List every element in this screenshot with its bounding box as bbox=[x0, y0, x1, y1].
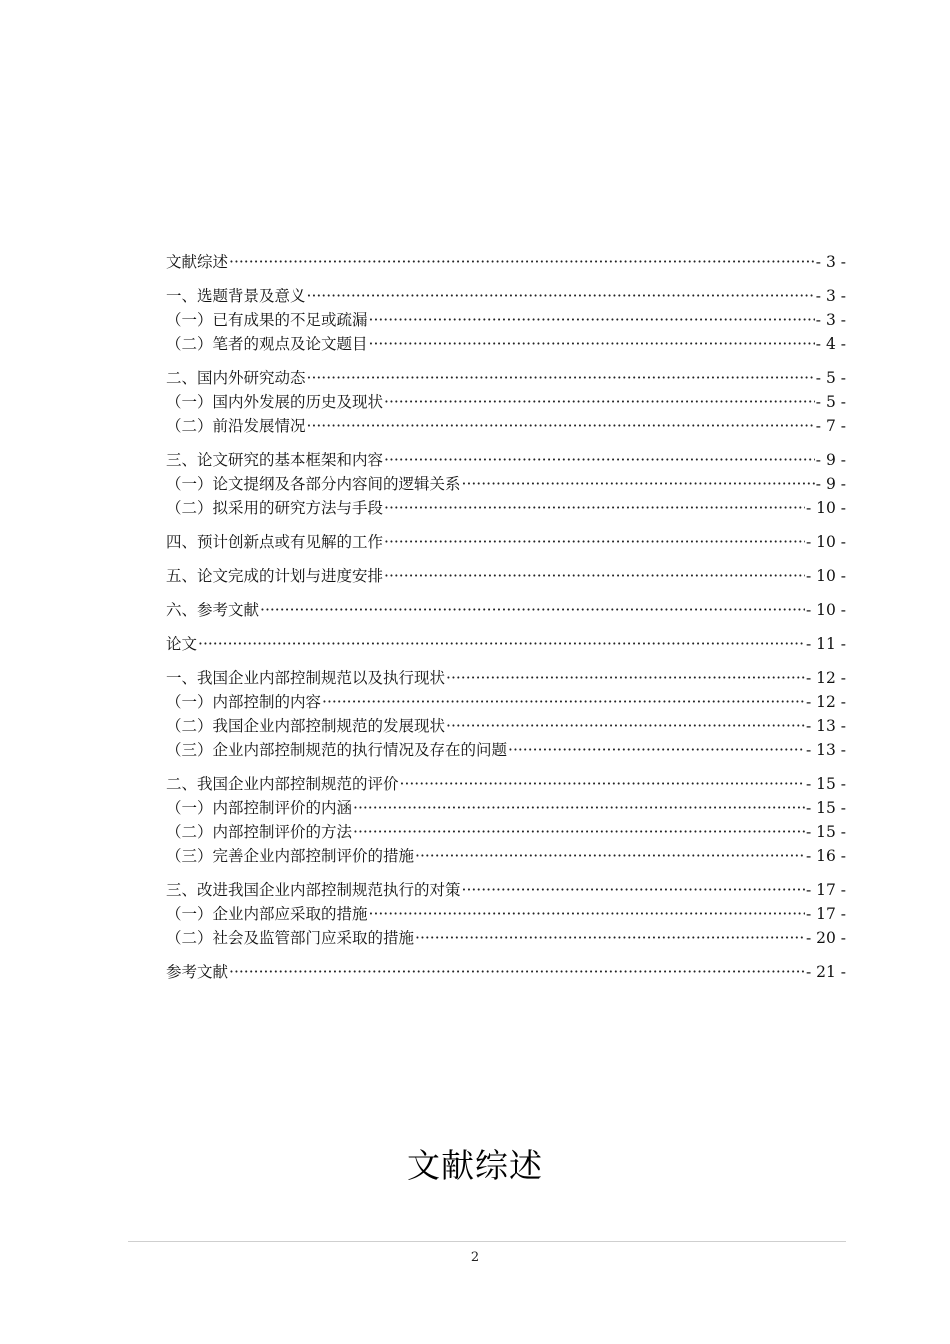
toc-entry[interactable] bbox=[166, 332, 846, 356]
toc-leader-dots bbox=[229, 960, 805, 984]
toc-entry[interactable] bbox=[166, 878, 846, 902]
toc-entry[interactable] bbox=[166, 738, 846, 762]
toc-entry-title: （一）国内外发展的历史及现状 bbox=[166, 393, 384, 411]
toc-entry[interactable] bbox=[166, 308, 846, 332]
toc-entry-page: - 4 - bbox=[815, 335, 846, 353]
toc-leader-dots bbox=[384, 564, 805, 588]
toc-leader-dots bbox=[353, 820, 805, 844]
toc-leader-dots bbox=[384, 530, 805, 554]
toc-leader-dots bbox=[353, 796, 805, 820]
toc-entry-page: - 3 - bbox=[815, 311, 846, 329]
toc-leader-dots bbox=[446, 666, 805, 690]
toc-entry-page: - 11 - bbox=[805, 635, 846, 653]
toc-leader-dots bbox=[307, 414, 815, 438]
toc-entry[interactable] bbox=[166, 366, 846, 390]
toc-entry-title: 参考文献 bbox=[166, 963, 229, 981]
toc-entry-title: 五、论文完成的计划与进度安排 bbox=[166, 567, 384, 585]
toc-entry-page: - 16 - bbox=[805, 847, 846, 865]
toc-leader-dots bbox=[400, 772, 805, 796]
toc-entry-title: （二）拟采用的研究方法与手段 bbox=[166, 499, 384, 517]
toc-entry[interactable] bbox=[166, 796, 846, 820]
toc-leader-dots bbox=[462, 472, 815, 496]
toc-entry-title: 四、预计创新点或有见解的工作 bbox=[166, 533, 384, 551]
toc-entry-page: - 21 - bbox=[805, 963, 846, 981]
toc-leader-dots bbox=[260, 598, 805, 622]
toc-leader-dots bbox=[369, 902, 805, 926]
toc-entry-page: - 9 - bbox=[815, 475, 846, 493]
toc-entry-title: （二）内部控制评价的方法 bbox=[166, 823, 353, 841]
toc-entry-title: （一）内部控制评价的内涵 bbox=[166, 799, 353, 817]
toc-entry-page: - 15 - bbox=[805, 799, 846, 817]
toc-entry[interactable] bbox=[166, 530, 846, 554]
toc-leader-dots bbox=[384, 496, 805, 520]
toc-entry-title: （一）企业内部应采取的措施 bbox=[166, 905, 368, 923]
toc-leader-dots bbox=[229, 250, 815, 274]
toc-entry-title: （二）我国企业内部控制规范的发展现状 bbox=[166, 717, 446, 735]
toc-entry-title: 一、我国企业内部控制规范以及执行现状 bbox=[166, 669, 446, 687]
toc-entry-title: 六、参考文献 bbox=[166, 601, 260, 619]
toc-entry[interactable] bbox=[166, 448, 846, 472]
toc-entry-page: - 5 - bbox=[815, 393, 846, 411]
toc-entry-page: - 13 - bbox=[805, 741, 846, 759]
toc-entry[interactable] bbox=[166, 632, 846, 656]
toc-leader-dots bbox=[307, 284, 815, 308]
toc-entry-page: - 3 - bbox=[815, 287, 846, 305]
toc-entry-title: （二）社会及监管部门应采取的措施 bbox=[166, 929, 415, 947]
toc-entry[interactable] bbox=[166, 772, 846, 796]
toc-leader-dots bbox=[322, 690, 805, 714]
toc-entry-page: - 10 - bbox=[805, 567, 846, 585]
toc-entry-page: - 10 - bbox=[805, 533, 846, 551]
toc-entry-page: - 15 - bbox=[805, 775, 846, 793]
toc-entry-page: - 13 - bbox=[805, 717, 846, 735]
toc-entry-title: （一）内部控制的内容 bbox=[166, 693, 322, 711]
toc-leader-dots bbox=[446, 714, 805, 738]
toc-entry-title: （三）完善企业内部控制评价的措施 bbox=[166, 847, 415, 865]
toc-entry[interactable] bbox=[166, 496, 846, 520]
toc-leader-dots bbox=[384, 390, 815, 414]
toc-entry-title: 二、我国企业内部控制规范的评价 bbox=[166, 775, 399, 793]
toc-entry-title: （二）笔者的观点及论文题目 bbox=[166, 335, 368, 353]
toc-leader-dots bbox=[462, 878, 805, 902]
toc-entry-title: （一）论文提纲及各部分内容间的逻辑关系 bbox=[166, 475, 461, 493]
toc-entry-page: - 10 - bbox=[805, 601, 846, 619]
toc-entry[interactable] bbox=[166, 666, 846, 690]
toc-entry-page: - 9 - bbox=[815, 451, 846, 469]
toc-entry-title: 三、论文研究的基本框架和内容 bbox=[166, 451, 384, 469]
toc-entry-page: - 20 - bbox=[805, 929, 846, 947]
table-of-contents bbox=[166, 250, 846, 984]
toc-leader-dots bbox=[369, 332, 815, 356]
footer-page-number: 2 bbox=[470, 1250, 480, 1265]
toc-entry[interactable] bbox=[166, 690, 846, 714]
toc-entry[interactable] bbox=[166, 414, 846, 438]
toc-entry-page: - 17 - bbox=[805, 905, 846, 923]
toc-entry[interactable] bbox=[166, 844, 846, 868]
toc-leader-dots bbox=[508, 738, 805, 762]
footer-divider bbox=[128, 1241, 846, 1242]
toc-entry-page: - 12 - bbox=[805, 693, 846, 711]
toc-entry[interactable] bbox=[166, 284, 846, 308]
section-heading: 文献综述 bbox=[407, 1146, 543, 1185]
toc-entry-page: - 10 - bbox=[805, 499, 846, 517]
toc-leader-dots bbox=[198, 632, 805, 656]
toc-entry[interactable] bbox=[166, 390, 846, 414]
toc-entry-title: 文献综述 bbox=[166, 253, 229, 271]
toc-entry-title: 一、选题背景及意义 bbox=[166, 287, 306, 305]
toc-entry-title: 论文 bbox=[166, 635, 198, 653]
toc-entry-title: （三）企业内部控制规范的执行情况及存在的问题 bbox=[166, 741, 508, 759]
toc-leader-dots bbox=[369, 308, 815, 332]
toc-leader-dots bbox=[415, 926, 805, 950]
toc-leader-dots bbox=[384, 448, 815, 472]
toc-entry[interactable] bbox=[166, 960, 846, 984]
toc-entry[interactable] bbox=[166, 472, 846, 496]
toc-entry-title: 三、改进我国企业内部控制规范执行的对策 bbox=[166, 881, 461, 899]
toc-entry[interactable] bbox=[166, 598, 846, 622]
toc-entry[interactable] bbox=[166, 564, 846, 588]
toc-entry-page: - 3 - bbox=[815, 253, 846, 271]
toc-entry[interactable] bbox=[166, 250, 846, 274]
toc-entry-title: 二、国内外研究动态 bbox=[166, 369, 306, 387]
toc-entry-page: - 12 - bbox=[805, 669, 846, 687]
toc-entry-page: - 5 - bbox=[815, 369, 846, 387]
toc-entry-title: （一）已有成果的不足或疏漏 bbox=[166, 311, 368, 329]
toc-leader-dots bbox=[307, 366, 815, 390]
toc-leader-dots bbox=[415, 844, 805, 868]
toc-entry-page: - 15 - bbox=[805, 823, 846, 841]
toc-entry-title: （二）前沿发展情况 bbox=[166, 417, 306, 435]
toc-entry[interactable] bbox=[166, 926, 846, 950]
toc-entry-page: - 7 - bbox=[815, 417, 846, 435]
toc-entry[interactable] bbox=[166, 902, 846, 926]
toc-entry-page: - 17 - bbox=[805, 881, 846, 899]
toc-entry[interactable] bbox=[166, 820, 846, 844]
toc-entry[interactable] bbox=[166, 714, 846, 738]
